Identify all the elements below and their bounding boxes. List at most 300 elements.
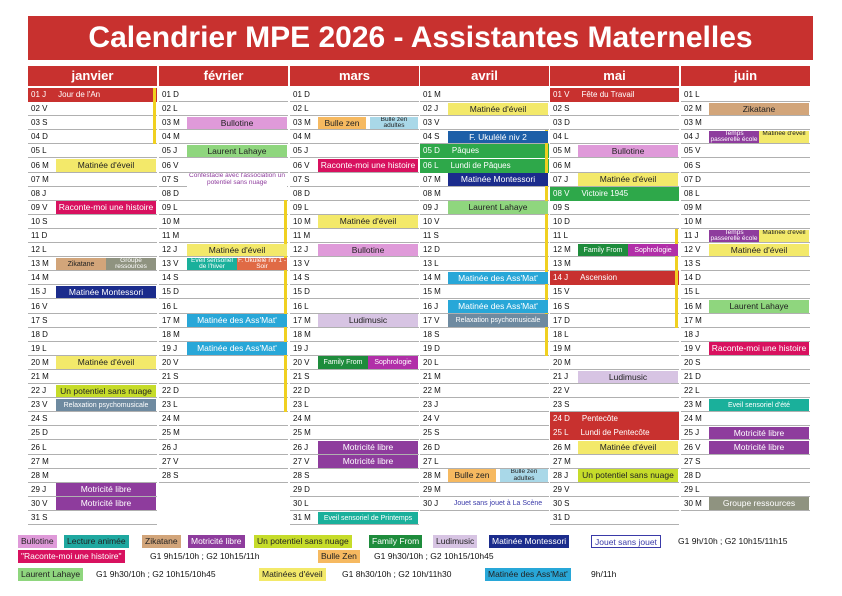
day-label: 07 S (293, 174, 310, 184)
day-label: 11 M (293, 231, 311, 240)
day-label: 07 M (31, 174, 49, 184)
day-row (681, 314, 810, 328)
holiday-label: Jour de l'An (58, 90, 101, 99)
legend-schedule: 9h/11h (591, 569, 617, 579)
day-label: 03 V (423, 118, 440, 128)
legend-item: Bullotine (18, 535, 57, 548)
day-label: 19 V (684, 343, 701, 353)
day-label: 26 D (423, 442, 440, 452)
event[interactable]: Matinée des Ass'Mat' (187, 342, 287, 355)
day-row (550, 356, 679, 370)
day-row (550, 257, 679, 271)
month-header-janvier: janvier (28, 66, 157, 86)
day-label: 03 M (684, 118, 702, 128)
day-row (681, 285, 810, 299)
day-row (28, 370, 157, 384)
day-label: 12 D (423, 245, 440, 255)
event[interactable]: Relaxation psychomusicale (56, 399, 156, 412)
day-label: 16 M (684, 301, 702, 311)
day-label: 30 M (684, 498, 702, 508)
event[interactable]: Family From (578, 244, 628, 257)
day-label: 18 D (31, 329, 48, 339)
day-row (159, 215, 288, 229)
day-label: 01 D (293, 90, 310, 99)
day-row (28, 144, 157, 158)
event[interactable]: Matinée d'éveil (759, 131, 809, 144)
day-label: 31 M (293, 513, 311, 522)
day-label: 08 L (684, 188, 700, 198)
day-label: 08 D (293, 188, 310, 198)
day-row (420, 229, 549, 243)
day-label: 18 M (293, 329, 311, 339)
day-row (550, 102, 679, 116)
day-row (290, 483, 419, 497)
day-row (420, 88, 549, 102)
day-label: 10 M (684, 216, 702, 226)
day-row (290, 88, 419, 102)
event[interactable]: Zikatane (709, 103, 809, 116)
day-row (159, 412, 288, 426)
day-row (420, 159, 549, 173)
day-label: 27 M (31, 456, 49, 466)
day-row (550, 271, 679, 285)
event[interactable]: Raconte-moi une histoire (318, 159, 418, 172)
legend-item: "Raconte-moi une histoire" (18, 550, 125, 563)
day-label: 20 M (553, 357, 571, 367)
day-label: 24 S (31, 414, 48, 424)
day-row (290, 271, 419, 285)
month-header-juin: juin (681, 66, 810, 86)
day-label: 20 L (423, 357, 439, 367)
day-label: 28 M (423, 470, 441, 480)
school-vacation-bar (153, 88, 156, 144)
day-label: 05 D (423, 146, 440, 156)
event[interactable]: Family From (318, 356, 368, 369)
day-row (681, 271, 810, 285)
day-label: 30 L (293, 498, 309, 508)
event[interactable]: Groupe ressources (709, 497, 809, 510)
day-label: 31 S (31, 513, 48, 522)
day-row (550, 285, 679, 299)
event[interactable]: Raconte-moi une histoire (709, 342, 809, 355)
event[interactable]: Matinée des Ass'Mat' (448, 272, 548, 285)
day-row (290, 201, 419, 215)
day-row (420, 243, 549, 257)
day-label: 02 S (553, 104, 570, 114)
day-label: 25 S (423, 428, 440, 438)
day-label: 15 M (423, 287, 441, 297)
day-label: 15 V (553, 287, 570, 297)
legend-schedule: G1 8h30/10h ; G2 10h/11h30 (342, 569, 452, 579)
day-label: 20 V (293, 357, 310, 367)
day-label: 23 L (293, 400, 309, 410)
day-label: 01 M (423, 90, 441, 99)
day-label: 06 S (684, 160, 701, 170)
day-label: 22 J (31, 386, 47, 396)
event[interactable]: Matinée d'éveil (578, 441, 678, 454)
day-row (159, 384, 288, 398)
day-label: 20 M (31, 357, 49, 367)
event[interactable]: Matinée d'éveil (318, 215, 418, 228)
day-row (290, 497, 419, 511)
day-label: 17 M (293, 315, 311, 325)
event[interactable]: Sophrologie (628, 244, 678, 257)
day-label: 07 J (553, 174, 569, 184)
event[interactable]: Eveil sensoriel de l'hiver (187, 258, 237, 271)
day-row (28, 215, 157, 229)
event[interactable]: Matinée d'éveil (759, 230, 809, 243)
day-label: 12 V (684, 245, 701, 255)
event[interactable]: Eveil sensoriel d'été (709, 399, 809, 412)
event[interactable]: Jouet sans jouet à La Scène (448, 497, 548, 510)
legend-item: Matinée des Ass'Mat' (485, 568, 571, 581)
day-row (28, 441, 157, 455)
day-row (290, 328, 419, 342)
day-label: 25 J (684, 428, 700, 438)
event[interactable]: Matinée d'éveil (578, 173, 678, 186)
day-label: 11 M (162, 231, 180, 240)
event[interactable]: Sophrologie (368, 356, 418, 369)
day-row (681, 370, 810, 384)
day-row (681, 201, 810, 215)
day-label: 22 M (423, 386, 441, 396)
day-label: 14 D (684, 273, 701, 283)
day-label: 01 L (684, 90, 700, 99)
day-label: 29 J (31, 484, 47, 494)
day-label: 29 D (293, 484, 310, 494)
day-row (159, 441, 288, 455)
day-row (681, 144, 810, 158)
holiday-label: Victoire 1945 (581, 188, 629, 198)
day-label: 04 M (293, 132, 311, 142)
day-row (28, 314, 157, 328)
day-label: 02 J (423, 104, 439, 114)
event[interactable]: Bullotine (187, 117, 287, 130)
day-row (681, 455, 810, 469)
event[interactable]: Motricité libre (318, 455, 418, 468)
day-label: 08 V (553, 188, 570, 198)
event[interactable]: Confestacle avec l'association un potentiel sans nuage (187, 173, 287, 200)
legend-item: Zikatane (142, 535, 181, 548)
day-row (159, 328, 288, 342)
event[interactable]: Zikatane (56, 258, 106, 271)
day-row (420, 441, 549, 455)
day-label: 23 V (31, 400, 48, 410)
event[interactable]: Motricité libre (709, 441, 809, 454)
day-label: 09 J (423, 202, 439, 212)
day-label: 02 L (162, 104, 178, 114)
event[interactable]: Motricité libre (318, 441, 418, 454)
legend-item: Motricité libre (188, 535, 245, 548)
day-label: 10 M (162, 216, 180, 226)
day-label: 08 J (31, 188, 47, 198)
event[interactable]: Bullotine (578, 145, 678, 158)
legend-item: Laurent Lahaye (18, 568, 83, 581)
day-row (681, 257, 810, 271)
day-label: 15 L (684, 287, 700, 297)
day-row (420, 370, 549, 384)
day-row (550, 412, 679, 426)
event[interactable]: Relaxation psychomusicale (448, 314, 548, 327)
day-row (159, 271, 288, 285)
day-label: 22 D (293, 386, 310, 396)
day-label: 21 S (293, 372, 310, 381)
day-label: 28 M (31, 470, 49, 480)
day-label: 14 M (423, 273, 441, 283)
day-row (420, 398, 549, 412)
day-label: 16 S (553, 301, 570, 311)
holiday-label: Lundi de Pâques (450, 160, 511, 170)
day-row (159, 398, 288, 412)
day-label: 05 M (553, 146, 571, 156)
event[interactable]: F. Ukulélé niv 1 - Soir (237, 257, 287, 271)
event[interactable]: Un potentiel sans nuage (578, 469, 678, 482)
legend-item: Matinée Montessori (489, 535, 569, 548)
day-label: 15 D (162, 287, 179, 297)
day-row (159, 201, 288, 215)
legend-schedule: G1 9h30/10h ; G2 10h15/10h45 (96, 569, 216, 579)
day-label: 11 D (31, 231, 48, 240)
day-row (28, 342, 157, 356)
day-label: 09 M (684, 202, 702, 212)
day-label: 19 M (553, 343, 571, 353)
day-row (420, 285, 549, 299)
school-vacation-bar (284, 173, 287, 413)
day-row (550, 130, 679, 144)
day-label: 27 S (684, 456, 701, 466)
day-row (28, 88, 157, 102)
day-label: 19 J (293, 343, 309, 353)
day-row (420, 483, 549, 497)
day-row (550, 201, 679, 215)
day-label: 13 M (31, 259, 49, 269)
day-label: 21 J (553, 372, 569, 381)
day-label: 23 S (553, 400, 570, 410)
day-label: 14 J (553, 273, 569, 283)
day-row (681, 88, 810, 102)
day-label: 05 J (162, 146, 178, 156)
day-label: 26 J (162, 442, 178, 452)
day-row (290, 229, 419, 243)
day-label: 21 M (423, 372, 441, 381)
event[interactable]: Bullotine (318, 244, 418, 257)
event[interactable]: Ludimusic (318, 314, 418, 327)
day-label: 18 M (162, 329, 180, 339)
day-label: 15 D (293, 287, 310, 297)
day-label: 26 L (31, 442, 47, 452)
day-label: 24 V (423, 414, 440, 424)
day-label: 16 L (162, 301, 178, 311)
day-row (28, 412, 157, 426)
day-label: 28 S (162, 470, 179, 480)
event[interactable]: Matinée d'éveil (709, 244, 809, 257)
day-label: 26 V (684, 442, 701, 452)
event[interactable]: Laurent Lahaye (448, 201, 548, 214)
day-label: 18 J (684, 329, 700, 339)
day-label: 14 S (162, 273, 179, 283)
event[interactable]: Motricité libre (56, 497, 156, 510)
day-label: 17 M (162, 315, 180, 325)
event[interactable]: Matinée d'éveil (56, 356, 156, 369)
event[interactable]: Ludimusic (578, 371, 678, 384)
month-header-mars: mars (290, 66, 419, 86)
month-header-avril: avril (420, 66, 549, 86)
event[interactable]: Motricité libre (709, 427, 809, 440)
day-row (159, 159, 288, 173)
day-row (420, 328, 549, 342)
day-label: 27 M (553, 456, 571, 466)
day-row (290, 426, 419, 440)
day-label: 04 D (31, 132, 48, 142)
event[interactable]: Bulle zen adultes (370, 117, 418, 130)
day-row (550, 314, 679, 328)
day-label: 15 J (31, 287, 47, 297)
event[interactable]: Bulle zen adultes (500, 469, 548, 482)
event[interactable]: Matinée d'éveil (448, 103, 548, 116)
event[interactable]: Bulle zen (448, 469, 496, 482)
day-row (28, 102, 157, 116)
day-label: 25 M (162, 428, 180, 438)
day-row (550, 483, 679, 497)
event[interactable]: Laurent Lahaye (709, 300, 809, 313)
day-label: 13 S (684, 259, 701, 269)
day-label: 22 L (684, 386, 700, 396)
event[interactable]: Laurent Lahaye (187, 145, 287, 158)
day-row (290, 398, 419, 412)
event[interactable]: Bulle zen (318, 117, 366, 130)
day-row (28, 511, 157, 525)
event[interactable]: Temps passerelle école (710, 130, 758, 144)
day-label: 28 D (684, 470, 701, 480)
day-label: 26 M (553, 442, 571, 452)
day-label: 06 L (423, 160, 439, 170)
event[interactable]: Matinée Montessori (448, 173, 548, 186)
day-label: 10 D (553, 216, 570, 226)
day-row (290, 300, 419, 314)
day-label: 13 M (553, 259, 571, 269)
day-label: 12 J (162, 245, 178, 255)
day-label: 13 V (162, 259, 179, 269)
day-row (550, 187, 679, 201)
day-label: 10 M (293, 216, 311, 226)
day-row (290, 384, 419, 398)
day-label: 01 D (162, 90, 179, 99)
day-label: 09 V (31, 202, 48, 212)
day-row (420, 187, 549, 201)
event[interactable]: Matinée des Ass'Mat' (187, 314, 287, 327)
day-row (550, 398, 679, 412)
event[interactable]: Raconte-moi une histoire (56, 201, 156, 214)
day-label: 11 L (553, 231, 568, 240)
legend-item: Lecture animée (64, 535, 129, 548)
day-row (681, 187, 810, 201)
day-label: 24 M (684, 414, 702, 424)
day-label: 08 M (423, 188, 441, 198)
day-label: 09 L (162, 202, 178, 212)
day-label: 11 J (684, 231, 699, 240)
day-row (550, 497, 679, 511)
day-label: 24 M (293, 414, 311, 424)
day-row (550, 229, 679, 243)
day-row (550, 342, 679, 356)
day-row (290, 469, 419, 483)
day-row (159, 300, 288, 314)
day-row (550, 384, 679, 398)
day-label: 30 J (423, 498, 439, 508)
day-label: 12 L (31, 245, 47, 255)
day-row (290, 173, 419, 187)
event[interactable]: Motricité libre (56, 483, 156, 496)
day-label: 02 V (31, 104, 48, 114)
day-label: 23 J (423, 400, 439, 410)
event[interactable]: F. Ukulélé niv 2 (448, 131, 548, 144)
day-label: 31 D (553, 513, 570, 522)
day-label: 02 L (293, 104, 309, 114)
day-label: 13 L (423, 259, 439, 269)
day-label: 23 L (162, 400, 178, 410)
holiday-label: Ascension (580, 273, 618, 283)
event[interactable]: Matinée d'éveil (56, 159, 156, 172)
day-label: 16 L (293, 301, 309, 311)
day-label: 04 S (423, 132, 440, 142)
day-row (159, 102, 288, 116)
day-row (159, 426, 288, 440)
day-row (550, 300, 679, 314)
event[interactable]: Matinée d'éveil (187, 244, 287, 257)
day-label: 06 V (162, 160, 179, 170)
day-label: 02 M (684, 104, 702, 114)
event[interactable]: Matinée des Ass'Mat' (448, 300, 548, 313)
holiday-label: Pentecôte (581, 414, 618, 424)
day-row (681, 173, 810, 187)
day-row (681, 384, 810, 398)
day-label: 22 V (553, 386, 570, 396)
day-label: 01 V (553, 90, 570, 99)
day-row (159, 455, 288, 469)
day-row (420, 215, 549, 229)
day-row (681, 412, 810, 426)
day-label: 14 S (293, 273, 310, 283)
event[interactable]: Eveil sensoriel de Printemps (318, 512, 418, 525)
day-row (550, 215, 679, 229)
day-row (159, 88, 288, 102)
day-label: 27 V (293, 456, 310, 466)
day-label: 10 V (423, 216, 440, 226)
day-row (550, 88, 679, 102)
day-row (420, 342, 549, 356)
day-row (290, 370, 419, 384)
legend-schedule: G1 9h15/10h ; G2 10h15/11h (150, 551, 260, 561)
event[interactable]: Un potentiel sans nuage (56, 385, 156, 398)
day-row (290, 144, 419, 158)
event[interactable]: Matinée Montessori (56, 286, 156, 299)
day-label: 16 V (31, 301, 48, 311)
day-label: 21 M (31, 372, 49, 381)
day-label: 24 M (162, 414, 180, 424)
event[interactable]: Groupe ressources (106, 258, 156, 271)
day-label: 17 D (553, 315, 570, 325)
event[interactable]: Temps passerelle école (710, 229, 758, 242)
day-row (290, 102, 419, 116)
holiday-label: Fête du Travail (581, 90, 635, 99)
day-label: 16 J (423, 301, 439, 311)
day-label: 25 M (293, 428, 311, 438)
legend-schedule: G1 9h/10h ; G2 10h15/11h15 (678, 536, 788, 546)
day-label: 19 J (162, 343, 178, 353)
day-label: 12 M (553, 245, 571, 255)
day-label: 21 D (684, 372, 701, 381)
day-label: 05 L (31, 146, 47, 156)
